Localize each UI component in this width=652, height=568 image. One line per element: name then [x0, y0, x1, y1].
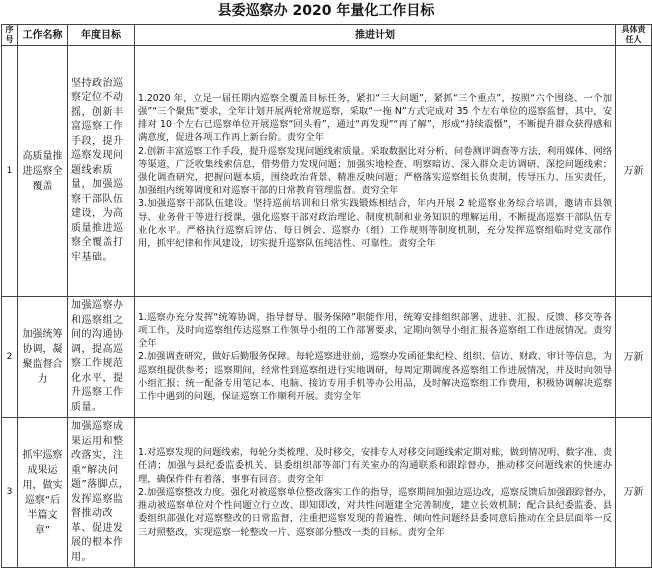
- header-name: 工作名称: [18, 25, 68, 46]
- plan-item: 3.加强巡察干部队伍建设。坚持巡前培训和日常实践锻炼相结合，年内开展 2 轮巡察业务综合培训，邀请市县领导、业务骨干等进行授课，强化巡察干部对政治理论、制度机制和业务知识的理解运用，不断提高巡察干部队伍专业化水平。严格执行巡察后评估、每日例会、巡察办（组）工作规则等制度机制，充分发挥巡察组临时党支部作用，抓牢纪律和作风建设，切实提升巡察队伍纯洁性、可靠性。责穷全年: [138, 198, 612, 250]
- header-seq: 序号: [2, 25, 18, 46]
- table-row: [2, 418, 652, 568]
- row-work-name: 加强统筹协调，凝聚监督合力: [18, 297, 68, 418]
- header-row: [2, 25, 652, 46]
- header-plan: 推进计划: [135, 25, 616, 46]
- row-seq: 3: [2, 418, 18, 568]
- row-seq: 1: [2, 46, 18, 297]
- row-seq: 2: [2, 297, 18, 418]
- row-person: 万新: [616, 46, 652, 297]
- row-annual-goal: 加强巡察办和巡察组之间的沟通协调，提高巡察工作规范化水平，提升巡察工作质量。: [68, 297, 135, 418]
- page-title: 县委巡察办 2020 年量化工作目标: [217, 3, 435, 19]
- row-plan: [135, 46, 616, 297]
- row-person: 万新: [616, 297, 652, 418]
- table-row: [2, 297, 652, 418]
- header-person: 具体责任人: [616, 25, 652, 46]
- row-annual-goal: 加强巡察成果运用和整改落实，注重“解决问题”落脚点，发挥巡察监督推动改革、促进发展的根本作用。: [68, 418, 135, 568]
- plan-item: 2.加强调查研究，做好后勤服务保障。每轮巡察进驻前，巡察办发函征集纪检、组织、信访、财政、审计等信息，为巡察组提供参考；巡察期间，经常性到巡察组进行实地调研，每周定期调度各巡察组工作进展情况，并及时向领导小组汇报；统一配备专用笔记本、电脑、接访专用手机等办公用品，及时解决巡察组工作费用，积极协调解决巡察工作中遇到的问题，保证巡察工作顺利开展。责穷全年: [138, 351, 612, 402]
- header-goal: 年度目标: [68, 25, 135, 46]
- row-plan: [135, 297, 616, 418]
- row-work-name: 高质量推进巡察全覆盖: [18, 46, 68, 297]
- row-person: 万新: [616, 418, 652, 568]
- row-work-name: 抓牢巡察成果运用，做实巡察“后半篇文章”: [18, 418, 68, 568]
- work-goals-table: [1, 24, 652, 568]
- plan-item: 2.加强巡察整改力度。强化对被巡察单位整改落实工作的指导，巡察期间加强边巡边改，巡察反馈后加强跟踪督办，推动被巡察单位对个性问题立行立改、即知即改，对共性问题建全完善制度，建立长效机制；配合县纪委监委、县委组织部强化对巡察整改的日常监督，注重把巡察发现的普遍性、倾向性问题经县委同意后推动在全县层面举一反三对照整改，实现巡察一轮整改一片、巡察部分整改一类的目标。责穷全年: [138, 486, 612, 538]
- plan-item: 1.对巡察发现的问题线索，每轮分类梳理、及时移交，安排专人对移交问题线索定期对账，做到情况明、数字准、责任清；加强与县纪委监委机关、县委组织部等部门有关室办的沟通联系和跟踪督办，推动移交问题线索的快速办理，确保件件有着落，事事有回音。责穷全年: [138, 447, 612, 485]
- table-row: [2, 46, 652, 297]
- row-annual-goal: 坚持政治巡察定位不动摇，创新丰富巡察工作手段，提升巡察发现问题线索质量，加强巡察干部队伍建设，为高质量推进巡察全覆盖打牢基础。: [68, 46, 135, 297]
- row-plan: [135, 418, 616, 568]
- plan-item: 1.巡察办充分发挥“统筹协调、指导督导、服务保障”职能作用，统筹安排组织部署、进驻、汇报、反馈、移交等各项工作，及时向巡察组传达巡察工作领导小组的工作部署要求，定期向领导小组汇报各巡察组工作进展情况。责穷全年: [138, 311, 612, 350]
- plan-item: 1.2020 年，立足一届任期内巡察全覆盖目标任务，紧扣“三大问题”，紧抓“三个重点”，按照“六个围绕、一个加强”“三个聚焦”要求，全年计划开展两轮常规巡察，采取“一拖 N”方式完成对 35 个左右单位的巡察监督，其中，安排对 10 个左右已巡察单位开展巡察“回头看”，通过“再发现”“再了解”，形成“持续震慑”，不断提升群众获得感和满意度，促进各项工作再上新台阶。责穷全年: [138, 92, 612, 144]
- plan-item: 2.创新丰富巡察工作手段，提升巡察发现问题线索质量。采取数据比对分析、问卷测评调查等方法，利用媒体、网络等渠道，广泛收集线索信息，借势借力发现问题；加强实地检查、明察暗访、深入群众走访调研、深挖问题线索；强化调查研究，把握问题本质，围绕政治背景、精准反映问题；严格落实巡察组长负责制，传导压力、压实责任，加强组内统筹调度和对巡察干部的日常教育管理监督。责穷全年: [138, 145, 612, 197]
